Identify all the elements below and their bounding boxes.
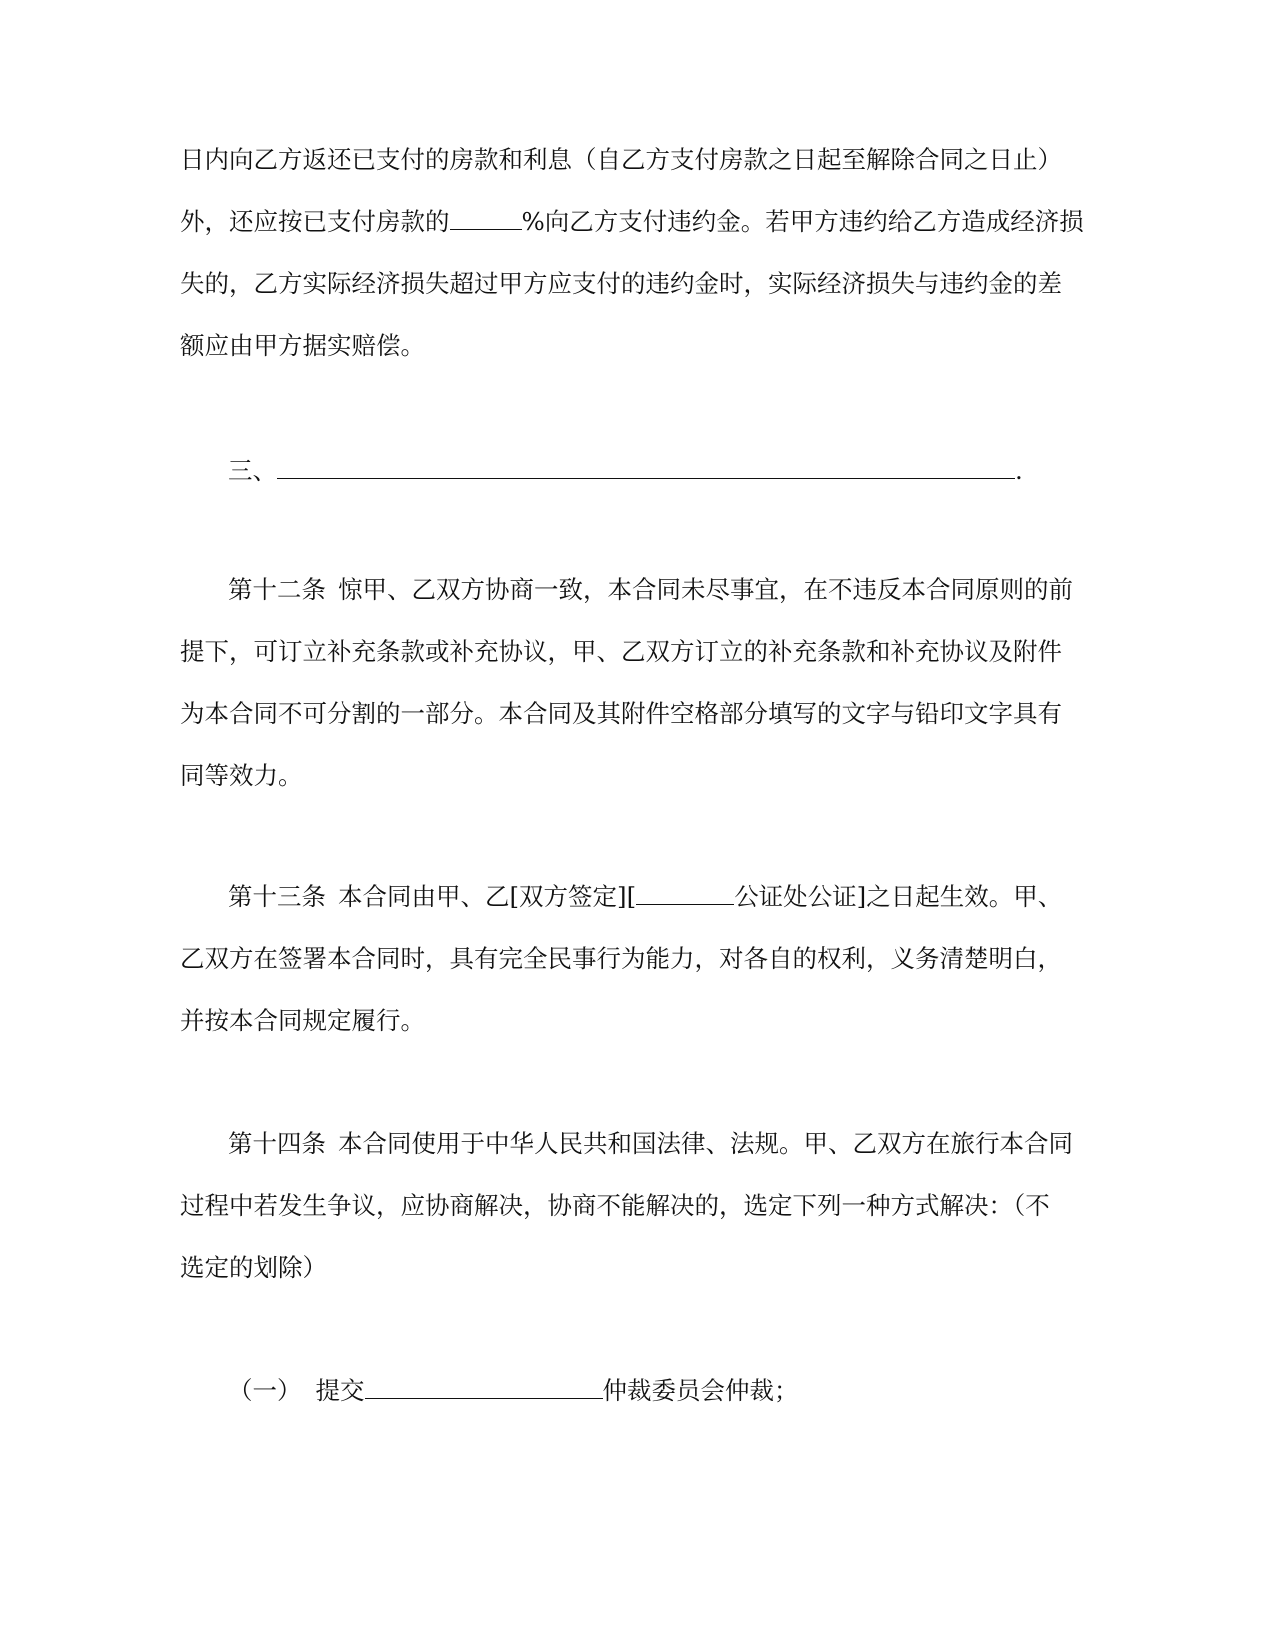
item-three-end: .	[1015, 456, 1023, 485]
article-12-line-2: 提下，可订立补充条款或补充协议，甲、乙双方订立的补充条款和补充协议及附件	[180, 637, 1062, 666]
article-14-line-1-text: 本合同使用于中华人民共和国法律、法规。甲、乙双方在旅行本合同	[338, 1129, 1073, 1158]
article-13-line-3: 并按本合同规定履行。	[180, 1006, 425, 1035]
article-12-line-1	[228, 572, 1073, 608]
article-14-line-3: 选定的划除）	[180, 1253, 327, 1282]
article-14-heading: 第十四条	[228, 1129, 326, 1158]
article-13-line-1-text-before: 本合同由甲、乙[双方签定][	[338, 882, 637, 911]
arbitration-commission-blank[interactable]	[365, 1376, 603, 1399]
notary-office-blank[interactable]	[636, 882, 734, 905]
paragraph-1-line-2-text-before: 外，还应按已支付房款的	[180, 207, 450, 236]
paragraph-1-line-4: 额应由甲方据实赔偿。	[180, 331, 425, 360]
article-13-line-2: 乙双方在签署本合同时，具有完全民事行为能力，对各自的权利，义务清楚明白，	[180, 944, 1062, 973]
article-14-line-2: 过程中若发生争议，应协商解决，协商不能解决的，选定下列一种方式解决：（不	[180, 1191, 1050, 1220]
article-13-heading: 第十三条	[228, 882, 326, 911]
paragraph-1-line-2	[180, 204, 1084, 240]
article-12-line-4: 同等效力。	[180, 761, 303, 790]
item-three-blank[interactable]	[277, 456, 1015, 479]
item-three	[228, 453, 1023, 489]
paragraph-1-line-2-text-after: %向乙方支付违约金。若甲方违约给乙方造成经济损	[521, 207, 1084, 236]
option-1-text-after: 仲裁委员会仲裁；	[602, 1376, 799, 1405]
article-13-line-1-text-after: 公证处公证]之日起生效。甲、	[734, 882, 1063, 911]
article-13-line-1	[228, 879, 1062, 915]
option-1-text-before: 提交	[315, 1376, 365, 1405]
article-12-heading: 第十二条	[228, 575, 326, 604]
option-1-line	[228, 1373, 799, 1409]
article-12-line-1-text: 惊甲、乙双方协商一致，本合同未尽事宜，在不违反本合同原则的前	[338, 575, 1073, 604]
paragraph-1-line-1: 日内向乙方返还已支付的房款和利息（自乙方支付房款之日起至解除合同之日止）	[180, 145, 1062, 174]
article-14-line-1	[228, 1126, 1073, 1162]
article-12-line-3: 为本合同不可分割的一部分。本合同及其附件空格部分填写的文字与铅印文字具有	[180, 699, 1062, 728]
item-three-label: 三、	[228, 456, 277, 485]
penalty-percent-blank[interactable]	[450, 207, 522, 230]
paragraph-1-line-3: 失的，乙方实际经济损失超过甲方应支付的违约金时，实际经济损失与违约金的差	[180, 269, 1062, 298]
option-1-label: （一）	[228, 1376, 302, 1405]
